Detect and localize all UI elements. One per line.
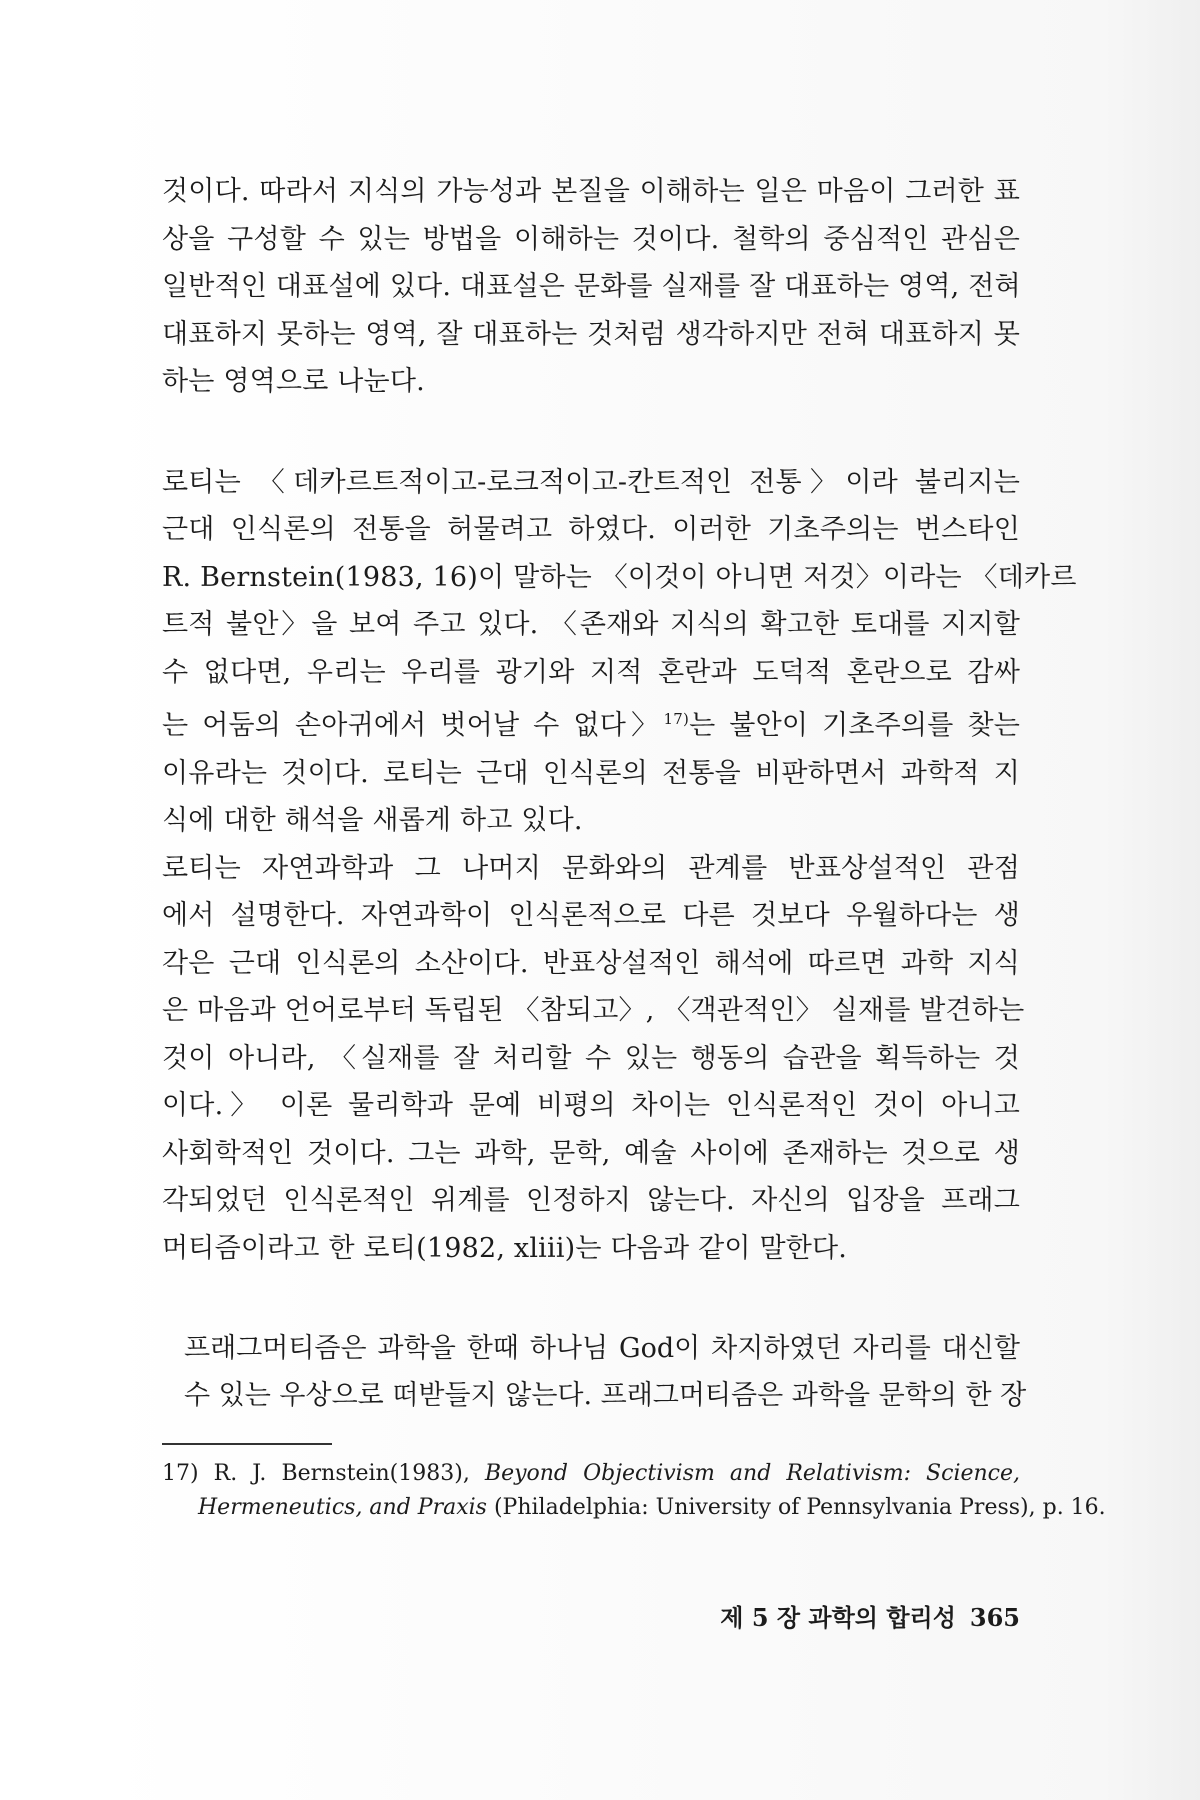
text-segment: 는 불안이 기초주의를 찾는 xyxy=(689,710,1021,741)
footnote-line xyxy=(162,1491,1106,1525)
footnote-author: R. J. Bernstein(1983), xyxy=(213,1461,470,1486)
footnote-title: Hermeneutics, and Praxis xyxy=(198,1495,487,1520)
text-line: 에서 설명한다. 자연과학이 인식론적으로 다른 것보다 우월하다는 생 xyxy=(162,900,1020,931)
text-line: 각되었던 인식론적인 위계를 인정하지 않는다. 자신의 입장을 프래그 xyxy=(162,1185,1020,1216)
text-line: 상을 구성할 수 있는 방법을 이해하는 것이다. 철학의 중심적인 관심은 xyxy=(162,223,1020,255)
quote-line: 수 있는 우상으로 떠받들지 않는다. 프래그머티즘은 과학을 문학의 한 장 xyxy=(184,1380,1027,1411)
text-segment: 는 어둠의 손아귀에서 벗어날 수 없다〉 xyxy=(162,710,664,741)
text-line: 머티즘이라고 한 로티(1982, xliii)는 다음과 같이 말한다. xyxy=(162,1232,848,1264)
text-line: 로티는 〈데카르트적이고-로크적이고-칸트적인 전통〉이라 불리지는 xyxy=(162,466,1020,498)
page-body xyxy=(162,168,1106,1525)
text-line: 각은 근대 인식론의 소산이다. 반표상설적인 해석에 따르면 과학 지식 xyxy=(162,947,1020,979)
footnote-ref[interactable]: 17) xyxy=(663,710,690,728)
page-number: 365 xyxy=(969,1603,1020,1632)
footnote-17 xyxy=(162,1457,1106,1525)
quote-line: 프래그머티즘은 과학을 한때 하나님 God이 차지하였던 자리를 대신할 xyxy=(184,1333,1020,1364)
text-line: 것이 아니라, 〈실재를 잘 처리할 수 있는 행동의 습관을 획득하는 것 xyxy=(162,1042,1020,1074)
footnote-line xyxy=(162,1457,1020,1491)
text-line: 은 마음과 언어로부터 독립된 〈참되고〉, 〈객관적인〉 실재를 발견하는 xyxy=(162,995,1025,1026)
running-footer xyxy=(706,1598,1020,1633)
text-line: 근대 인식론의 전통을 허물려고 하였다. 이러한 기초주의는 번스타인 xyxy=(162,514,1020,545)
footnote-divider xyxy=(162,1443,332,1445)
text-line: 사회학적인 것이다. 그는 과학, 문학, 예술 사이에 존재하는 것으로 생 xyxy=(162,1137,1020,1169)
text-line: 일반적인 대표설에 있다. 대표설은 문화를 실재를 잘 대표하는 영역, 전혀 xyxy=(162,271,1021,302)
text-line: R. Bernstein(1983, 16)이 말하는 〈이것이 아니면 저것〉이라는 〈데카르 xyxy=(162,561,1077,593)
chapter-title: 제 5 장 과학의 합리성 xyxy=(720,1603,956,1632)
paragraph-3 xyxy=(162,845,1025,1273)
text-line: 하는 영역으로 나눈다. xyxy=(162,366,425,397)
text-line: 것이다. 따라서 지식의 가능성과 본질을 이해하는 일은 마음이 그러한 표 xyxy=(162,176,1020,207)
text-line: 이유라는 것이다. 로티는 근대 인식론의 전통을 비판하면서 과학적 지 xyxy=(162,757,1020,789)
text-line: 이다.〉 이론 물리학과 문예 비평의 차이는 인식론적인 것이 아니고 xyxy=(162,1090,1020,1121)
text-line: 식에 대한 해석을 새롭게 하고 있다. xyxy=(162,805,583,836)
paragraph-2 xyxy=(162,459,1077,845)
footnote-number: 17) xyxy=(162,1461,199,1486)
text-line: 트적 불안〉을 보여 주고 있다. 〈존재와 지식의 확고한 토대를 지지할 xyxy=(162,609,1020,640)
text-line: 대표하지 못하는 영역, 잘 대표하는 것처럼 생각하지만 전혀 대표하지 못 xyxy=(162,318,1020,350)
block-quote xyxy=(162,1325,1027,1419)
paragraph-1 xyxy=(162,168,1020,406)
footnote-title: Beyond Objectivism and Relativism: Science, xyxy=(484,1461,1021,1486)
footnote-publisher: (Philadelphia: University of Pennsylvania Press), p. 16. xyxy=(493,1495,1106,1520)
text-line: 수 없다면, 우리는 우리를 광기와 지적 혼란과 도덕적 혼란으로 감싸 xyxy=(162,656,1020,688)
text-line: 로티는 자연과학과 그 나머지 문화와의 관계를 반표상설적인 관점 xyxy=(162,852,1020,884)
text-line-with-footnote-ref xyxy=(162,696,1020,750)
